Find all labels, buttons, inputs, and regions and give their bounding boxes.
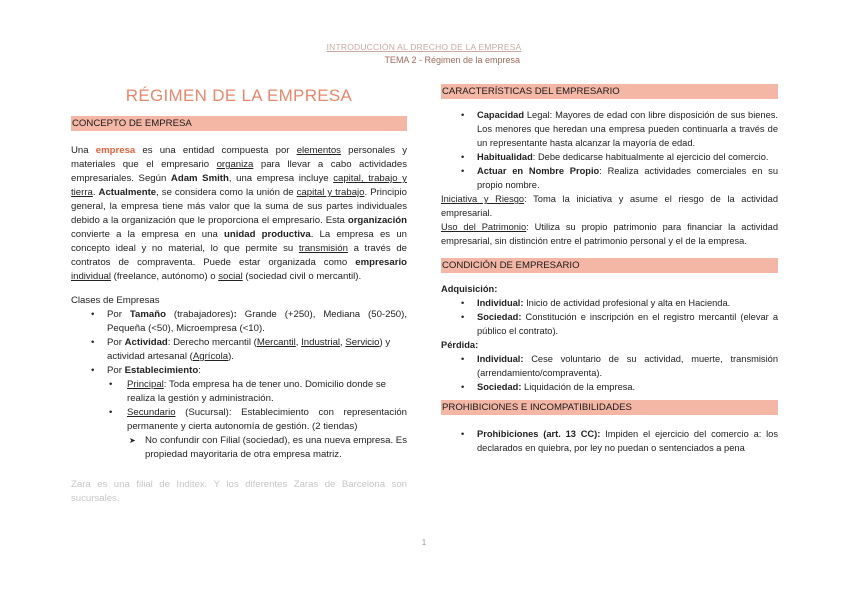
perdida-label: Pérdida: bbox=[441, 340, 479, 350]
section-caracteristicas: CARACTERÍSTICAS DEL EMPRESARIO bbox=[441, 84, 778, 99]
concepto-paragraph: Una empresa es una entidad compuesta por elementos personales y materiales que el empresario organiza para llevar a cabo actividades empresariales. Según Adam Smith, una empresa incluye capital, trabajo y tierra. Actualmente, se considera como la unión de capital y trabajo. Principio general, la empresa tiene más valor que la suma de sus partes individuales debido a la organización que le proporciona el empresario. Esta organización convierte a la empresa en una unidad productiva. La empresa es un concepto ideal y no material, lo que permite su transmisión a través de contratos de compraventa. Puede estar organizada como empresario individual (freelance, autónomo) o social (sociedad civil o mercantil). bbox=[71, 145, 408, 282]
list-item: • Sociedad: Constitución e inscripción en el registro mercantil (elevar a público el contrato). bbox=[461, 310, 778, 338]
list-item: • Principal: Toda empresa ha de tener uno. Domicilio donde se realiza la gestión y administración. bbox=[107, 378, 407, 406]
list-item: • Capacidad Legal: Mayores de edad con libre disposición de sus bienes. Los menores que heredan una empresa pueden continuarla a través de un representante hasta alcanzar la mayoría de edad. bbox=[461, 108, 778, 150]
list-item: • Por Actividad: Derecho mercantil (Mercantil, Industrial, Servicio) y actividad artesanal (Agrícola). bbox=[91, 336, 407, 364]
list-item: • Sociedad: Liquidación de la empresa. bbox=[461, 380, 778, 394]
list-item: • Actuar en Nombre Propio: Realiza actividades comerciales en su propio nombre. bbox=[461, 164, 778, 192]
sucursal-note-list bbox=[127, 434, 407, 462]
prohibiciones-list bbox=[461, 427, 778, 455]
caracteristicas-list bbox=[461, 108, 778, 192]
establecimiento-sublist bbox=[107, 378, 407, 462]
list-item: • Individual: Cese voluntario de su actividad, muerte, transmisión (arrendamiento/compraventa). bbox=[461, 352, 778, 380]
perdida-list bbox=[461, 352, 778, 394]
patrimonio-line: Uso del Patrimonio: Utiliza su propio patrimonio para financiar la actividad empresarial, sin distinción entre el patrimonio personal y el de la empresa. bbox=[441, 222, 778, 246]
topic-header: TEMA 2 - Régimen de la empresa bbox=[384, 55, 520, 65]
course-header: INTRODUCCIÓN AL DRECHO DE LA EMPRESA bbox=[326, 42, 522, 52]
list-item: • Secundario (Sucursal): Establecimiento con representación permanente y cierta autonomía de gestión. (2 tiendas) ➤ No confundir con Filial (sociedad), es una nueva empresa. Es propiedad mayoritaria de otra empresa matriz. bbox=[107, 406, 407, 462]
section-condicion: CONDICIÓN DE EMPRESARIO bbox=[441, 258, 778, 273]
zara-note: Zara es una filial de Inditex. Y los diferentes Zaras de Barcelona son sucursales. bbox=[71, 479, 407, 504]
clases-title: Clases de Empresas bbox=[71, 295, 160, 306]
right-column bbox=[441, 84, 778, 455]
list-item: • Por Tamaño (trabajadores): Grande (+250), Mediana (50-250), Pequeña (<50), Microempresa (<10). bbox=[91, 308, 407, 336]
left-column bbox=[71, 82, 407, 506]
clases-list bbox=[91, 308, 407, 462]
list-item: • Prohibiciones (art. 13 CC): Impiden el ejercicio del comercio a: los declarados en quiebra, por ley no puedan o sentenciados a pena bbox=[461, 427, 778, 455]
section-concepto-empresa: CONCEPTO DE EMPRESA bbox=[71, 116, 407, 131]
page-number: 1 bbox=[421, 538, 427, 547]
list-item: • Habitualidad: Debe dedicarse habitualmente al ejercicio del comercio. bbox=[461, 150, 778, 164]
iniciativa-line: Iniciativa y Riesgo: Toma la iniciativa y asume el riesgo de la actividad empresarial. bbox=[441, 194, 778, 218]
adquisicion-list bbox=[461, 296, 778, 338]
adquisicion-label: Adquisición: bbox=[441, 284, 498, 294]
list-item: ➤ No confundir con Filial (sociedad), es una nueva empresa. Es propiedad mayoritaria de otra empresa matriz. bbox=[127, 434, 407, 462]
list-item: • Individual: Inicio de actividad profesional y alta en Hacienda. bbox=[461, 296, 778, 310]
page-title: RÉGIMEN DE LA EMPRESA bbox=[125, 86, 353, 105]
list-item: • Por Establecimiento: • Principal: Toda empresa ha de tener uno. Domicilio donde se realiza la gestión y administración. • Secundario (Sucursal): Establecimiento con representación permanente y cierta autonomía de gestión. (2 tiendas) ➤ No confundir con Filial (sociedad), es una nueva empresa. Es propiedad mayoritaria de otra empresa matriz. bbox=[91, 364, 407, 462]
section-prohibiciones: PROHIBICIONES E INCOMPATIBILIDADES bbox=[441, 400, 778, 415]
